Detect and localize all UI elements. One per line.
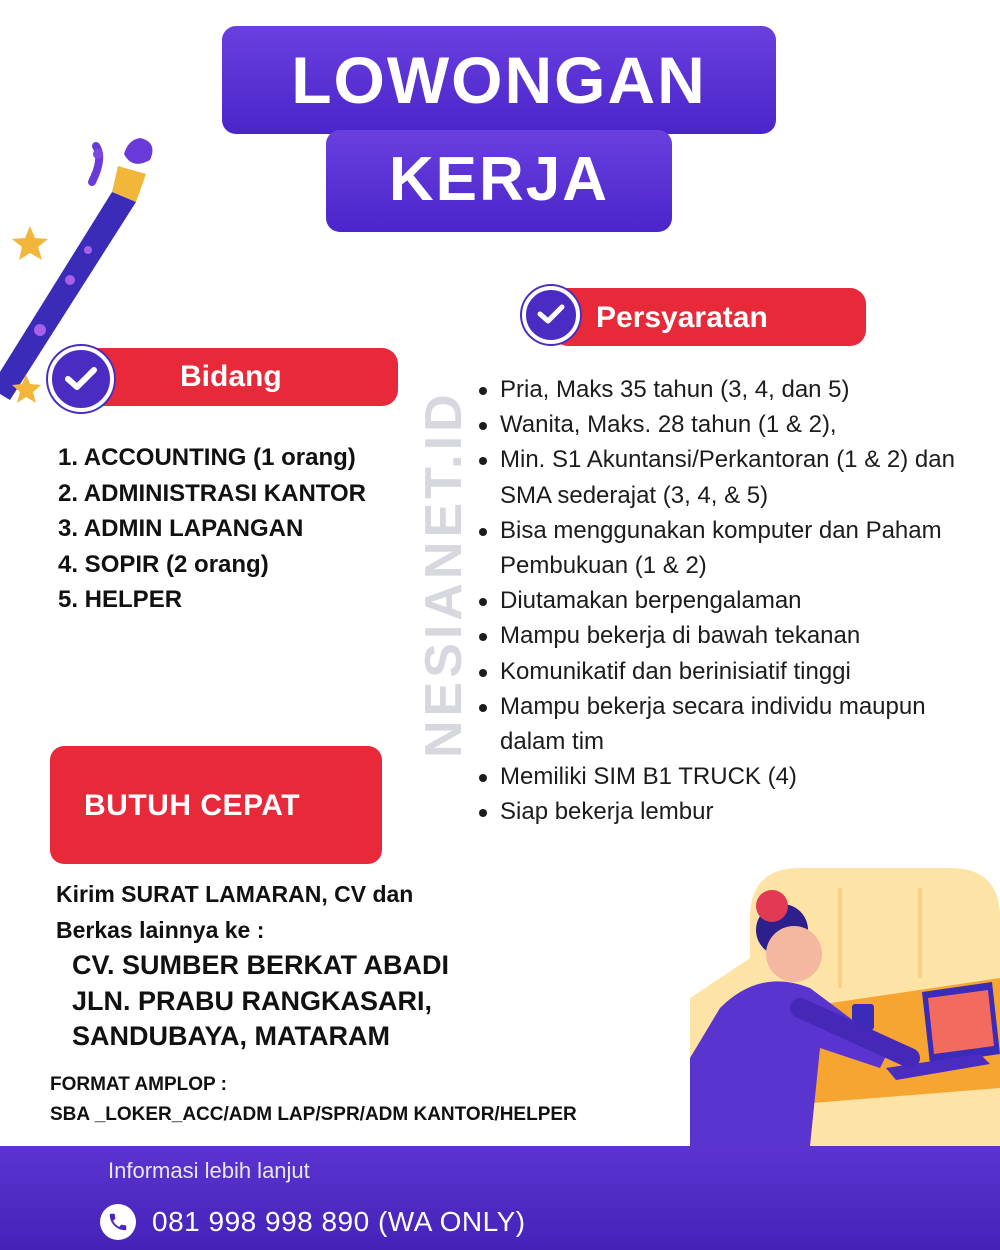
format-value: SBA _LOKER_ACC/ADM LAP/SPR/ADM KANTOR/HELPER bbox=[50, 1104, 577, 1125]
title-line-2: KERJA bbox=[326, 130, 672, 232]
bidang-item: 2. ADMINISTRASI KANTOR bbox=[58, 479, 367, 507]
watermark: NESIANET.ID bbox=[415, 390, 473, 758]
requirement-item: Komunikatif dan berinisiatif tinggi bbox=[476, 654, 976, 689]
phone-icon bbox=[100, 1204, 136, 1240]
footer-bar bbox=[0, 1146, 1000, 1250]
bidang-item: 1. ACCOUNTING (1 orang) bbox=[58, 444, 356, 471]
requirement-item: Pria, Maks 35 tahun (3, 4, dan 5) bbox=[476, 372, 976, 407]
instruction-line: Berkas lainnya ke : bbox=[56, 917, 265, 943]
requirement-item: Wanita, Maks. 28 tahun (1 & 2), bbox=[476, 407, 976, 442]
persyaratan-list bbox=[476, 372, 976, 830]
requirement-item: Memiliki SIM B1 TRUCK (4) bbox=[476, 759, 976, 794]
requirement-item: Mampu bekerja secara individu maupun dalam tim bbox=[476, 689, 976, 759]
application-instructions bbox=[56, 876, 413, 948]
contact-phone[interactable] bbox=[100, 1204, 526, 1240]
address-line: SANDUBAYA, MATARAM bbox=[72, 1021, 391, 1051]
bidang-item: 4. SOPIR (2 orang) bbox=[58, 550, 269, 578]
more-info-label: Informasi lebih lanjut bbox=[108, 1158, 310, 1183]
bidang-item: 3. ADMIN LAPANGAN bbox=[58, 515, 304, 542]
persyaratan-heading: Persyaratan bbox=[552, 288, 866, 346]
person-laptop-illustration bbox=[690, 858, 1000, 1146]
title-line-1: LOWONGAN bbox=[222, 26, 776, 134]
envelope-format bbox=[50, 1070, 577, 1130]
requirement-item: Diutamakan berpengalaman bbox=[476, 583, 976, 618]
phone-number: 081 998 998 890 (WA ONLY) bbox=[152, 1206, 526, 1237]
bidang-item: 5. HELPER bbox=[58, 586, 183, 613]
format-label: FORMAT AMPLOP : bbox=[50, 1074, 227, 1095]
requirement-item: Siap bekerja lembur bbox=[476, 794, 976, 829]
requirement-item: Bisa menggunakan komputer dan Paham Pembukuan (1 & 2) bbox=[476, 513, 976, 583]
company-name: CV. SUMBER BERKAT ABADI bbox=[72, 950, 450, 980]
bidang-heading: Bidang bbox=[78, 348, 398, 406]
urgent-banner: BUTUH CEPAT bbox=[50, 746, 382, 864]
requirement-item: Min. S1 Akuntansi/Perkantoran (1 & 2) dan SMA sederajat (3, 4, & 5) bbox=[476, 442, 976, 512]
check-icon bbox=[522, 286, 580, 344]
bidang-list bbox=[58, 440, 366, 618]
company-address bbox=[72, 948, 449, 1055]
check-icon bbox=[48, 346, 114, 412]
requirement-item: Mampu bekerja di bawah tekanan bbox=[476, 618, 976, 653]
instruction-line: Kirim SURAT LAMARAN, CV dan bbox=[56, 881, 414, 907]
address-line: JLN. PRABU RANGKASARI, bbox=[72, 985, 433, 1016]
